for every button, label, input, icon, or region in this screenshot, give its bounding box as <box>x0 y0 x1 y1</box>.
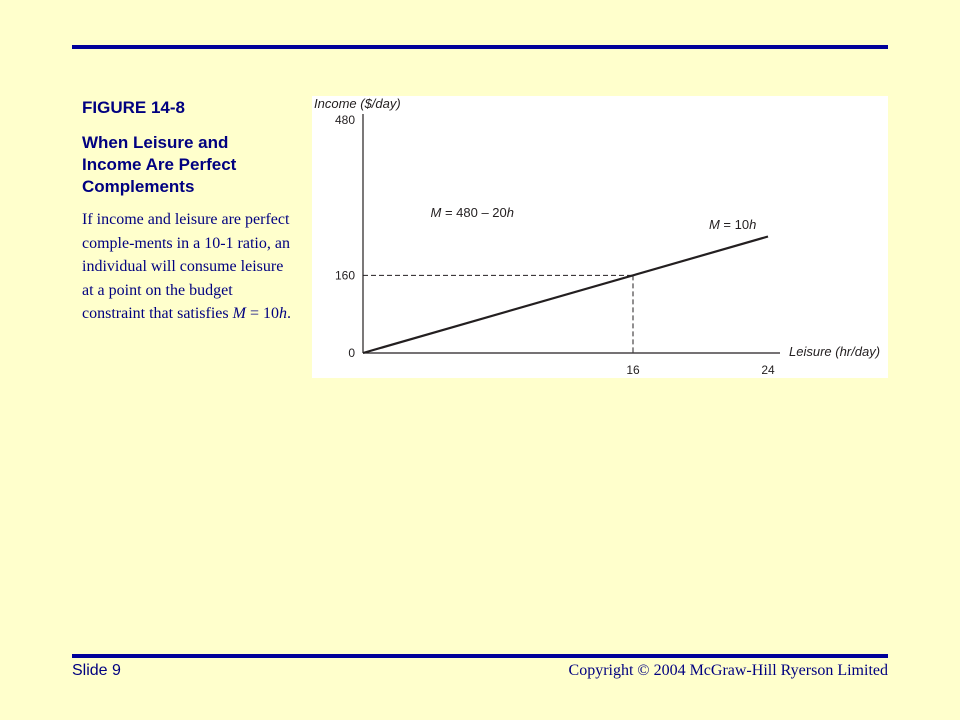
y-tick-label: 480 <box>334 113 355 127</box>
x-tick-label: 16 <box>626 363 640 377</box>
budget-constraint-label: M = 480 – 20h <box>430 205 514 221</box>
chart <box>312 96 888 378</box>
figure-title: When Leisure and Income Are Perfect Complements <box>82 133 237 196</box>
caption-text: If income and leisure are perfect comple-ments in a 10-1 ratio, an individual will consume leisure at a point on the budget constraint that satisfies <box>82 211 290 322</box>
figure-label: FIGURE 14-8 <box>82 98 185 117</box>
y-tick-label: 0 <box>348 346 355 360</box>
caption-end: . <box>287 305 291 322</box>
caption-eq-h: h <box>279 305 287 322</box>
slide-number: Slide 9 <box>72 662 121 679</box>
y-axis-label: Income ($/day) <box>314 96 401 111</box>
caption-eq-mid: = 10 <box>245 305 279 322</box>
y-tick-label: 160 <box>334 268 355 283</box>
chart-panel <box>312 96 888 378</box>
complements-line-label: M = 10h <box>708 217 757 233</box>
figure-caption <box>82 208 292 326</box>
copyright: Copyright © 2004 McGraw-Hill Ryerson Limited <box>568 662 888 679</box>
caption-eq-m: M <box>232 305 246 322</box>
x-axis-label: Leisure (hr/day) <box>789 344 881 359</box>
top-rule <box>72 45 888 49</box>
series-line-perfect-complements <box>363 237 768 354</box>
bottom-rule <box>72 654 888 658</box>
x-tick-label: 24 <box>761 363 775 377</box>
